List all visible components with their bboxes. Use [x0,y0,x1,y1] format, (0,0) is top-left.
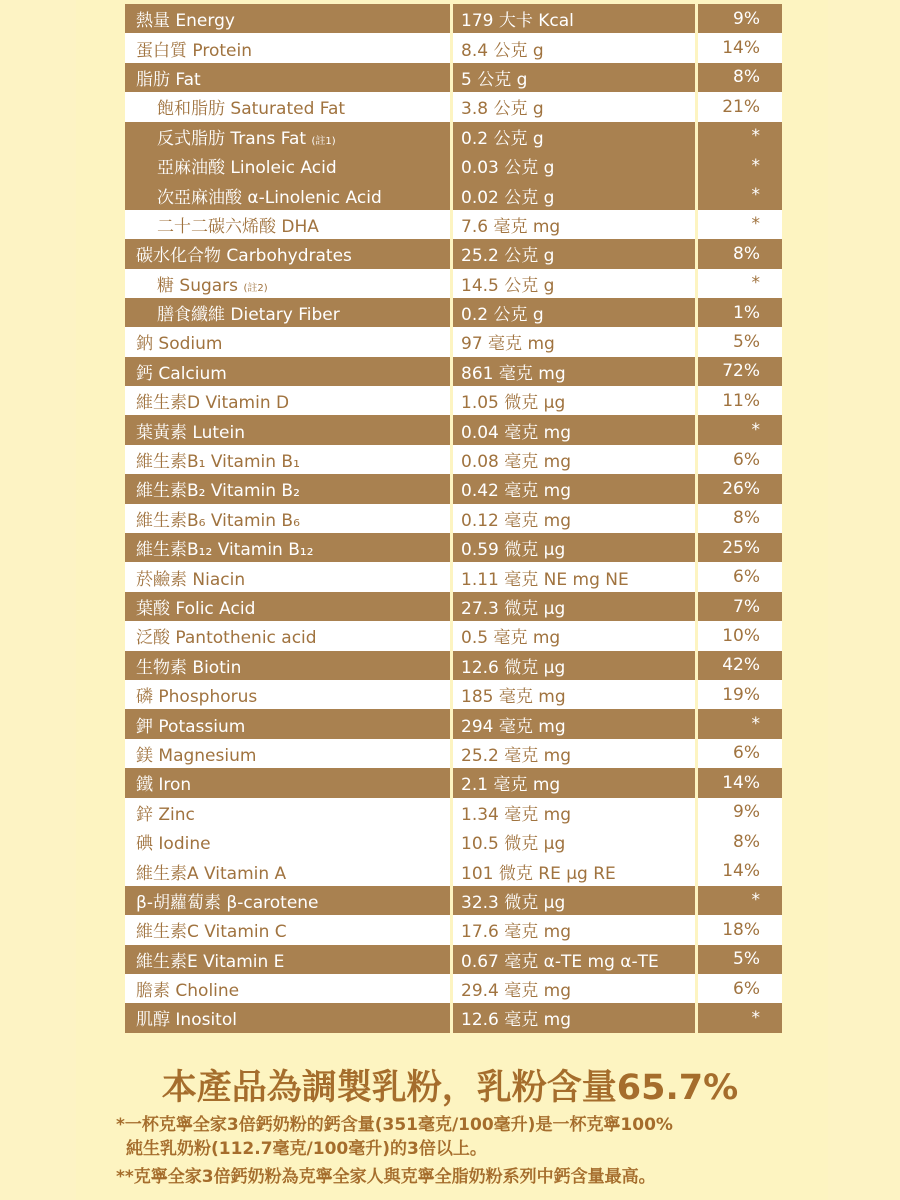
column-divider [695,886,698,915]
nutrient-name [136,476,300,501]
nutrient-row [125,269,782,298]
column-divider [450,445,453,474]
column-divider [450,915,453,944]
column-divider [450,239,453,268]
nutrient-row [125,621,782,650]
nutrient-daily-value: 18% [722,919,760,940]
nutrient-daily-value: 6% [733,449,760,470]
nutrient-name [136,359,227,384]
nutrient-row [125,239,782,268]
nutrient-daily-value: 8% [733,243,760,264]
nutrient-name-text: 生物素 Biotin [136,657,242,678]
nutrient-amount: 0.12 毫克 mg [461,510,572,531]
nutrient-name [157,300,340,325]
nutrient-amount: 25.2 公克 g [461,246,555,267]
column-divider [695,709,698,738]
nutrient-row [125,680,782,709]
nutrient-amount: 101 微克 RE μg RE [461,863,616,884]
milk-powder-content-headline: 本產品為調製乳粉，乳粉含量65.7% [161,1068,739,1108]
column-divider [450,4,453,33]
column-divider [695,739,698,768]
column-divider [450,856,453,885]
nutrient-name-text: 維生素E Vitamin E [136,951,285,972]
column-divider [695,504,698,533]
nutrient-amount: 3.8 公克 g [461,99,544,120]
nutrient-name-text: 肌醇 Inositol [136,1010,237,1031]
nutrient-amount: 1.34 毫克 mg [461,804,572,825]
nutrient-row [125,974,782,1003]
nutrient-daily-value: 14% [722,772,760,793]
column-divider [450,386,453,415]
nutrient-row [125,886,782,915]
nutrient-amount: 5 公克 g [461,69,528,90]
nutrient-daily-value: * [751,714,760,735]
column-divider [450,33,453,62]
column-divider [695,415,698,444]
column-divider [695,239,698,268]
nutrient-name-text: 反式脂肪 Trans Fat [157,128,307,149]
nutrient-name [136,653,241,678]
nutrient-amount: 29.4 毫克 mg [461,981,572,1002]
nutrient-daily-value: 14% [722,38,760,59]
column-divider [695,945,698,974]
nutrition-facts-table [125,4,782,1033]
nutrient-name-text: 葉酸 Folic Acid [136,599,256,619]
nutrient-name [136,535,314,560]
nutrient-name [136,623,317,648]
column-divider [695,1003,698,1032]
nutrient-daily-value: 25% [722,537,760,558]
column-divider [450,1003,453,1032]
nutrient-name-text: 維生素B₂ Vitamin B₂ [136,481,300,502]
nutrient-row [125,298,782,327]
footnote-calcium-comparison: *一杯克寧全家3倍鈣奶粉的鈣含量(351毫克/100毫升)是一杯克寧100% [116,1115,673,1135]
column-divider [450,180,453,209]
nutrient-amount: 0.02 公克 g [461,187,555,208]
nutrient-row [125,33,782,62]
nutrient-row [125,651,782,680]
nutrient-amount: 1.11 毫克 NE mg NE [461,569,629,590]
nutrient-row [125,709,782,738]
column-divider [450,945,453,974]
column-divider [450,886,453,915]
nutrient-name [136,947,284,972]
nutrient-amount: 185 毫克 mg [461,687,566,708]
nutrient-name [136,65,201,90]
nutrient-name-text: 亞麻油酸 Linoleic Acid [157,158,337,179]
nutrient-daily-value: 6% [733,743,760,764]
nutrient-name [157,124,336,149]
nutrient-daily-value: 8% [733,831,760,852]
nutrient-name-text: 鐵 Iron [136,775,192,796]
column-divider [450,298,453,327]
nutrient-name-text: 磷 Phosphorus [136,687,258,708]
column-divider [695,533,698,562]
column-divider [695,269,698,298]
nutrient-daily-value: 26% [722,478,760,499]
nutrient-name-text: 碘 Iodine [136,834,211,855]
nutrient-amount: 294 毫克 mg [461,716,566,737]
nutrient-name [136,770,191,795]
nutrient-name [157,183,382,208]
nutrient-daily-value: 8% [733,508,760,529]
nutrient-amount: 25.2 毫克 mg [461,745,572,766]
column-divider [695,210,698,239]
nutrient-daily-value: * [751,126,760,147]
nutrient-daily-value: * [751,214,760,235]
nutrient-name [136,917,287,942]
nutrient-amount: 2.1 毫克 mg [461,775,561,796]
nutrient-amount: 97 毫克 mg [461,334,555,355]
nutrient-name-text: 熱量 Energy [136,11,235,32]
column-divider [695,445,698,474]
nutrient-name-text: 脂肪 Fat [136,69,201,90]
nutrient-row [125,210,782,239]
nutrient-name [136,1005,237,1030]
column-divider [695,651,698,680]
column-divider [450,504,453,533]
nutrient-daily-value: 14% [722,861,760,882]
nutrient-amount: 27.3 微克 μg [461,599,566,619]
column-divider [450,357,453,386]
column-divider [450,63,453,92]
nutrient-name [136,976,239,1001]
nutrient-name-text: 碳水化合物 Carbohydrates [136,246,352,267]
column-divider [695,33,698,62]
nutrient-amount: 0.2 公克 g [461,128,544,149]
column-divider [695,298,698,327]
nutrient-daily-value: * [751,185,760,206]
column-divider [695,122,698,151]
column-divider [695,680,698,709]
column-divider [695,63,698,92]
nutrient-daily-value: * [751,155,760,176]
nutrient-row [125,1003,782,1032]
nutrient-name [136,565,245,590]
nutrient-daily-value: 42% [722,655,760,676]
nutrient-daily-value: 7% [733,596,760,617]
nutrient-name [136,388,289,413]
column-divider [695,915,698,944]
column-divider [450,739,453,768]
nutrient-amount: 32.3 微克 μg [461,892,566,913]
column-divider [695,562,698,591]
footnote-highest-calcium: **克寧全家3倍鈣奶粉為克寧全家人與克寧全脂奶粉系列中鈣含量最高。 [116,1167,656,1187]
nutrient-name [157,153,337,178]
nutrient-footnote-ref: (註1) [311,135,336,147]
column-divider [450,680,453,709]
nutrient-amount: 0.03 公克 g [461,158,555,179]
column-divider [695,4,698,33]
nutrient-name [136,6,235,31]
column-divider [695,827,698,856]
nutrient-name [157,212,319,237]
nutrient-daily-value: 19% [722,684,760,705]
nutrient-row [125,856,782,885]
nutrient-daily-value: * [751,890,760,911]
nutrient-name-text: β-胡蘿蔔素 β-carotene [136,892,319,913]
nutrient-name [136,506,300,531]
nutrient-amount: 0.42 毫克 mg [461,481,572,502]
nutrient-row [125,180,782,209]
column-divider [695,357,698,386]
nutrient-footnote-ref: (註2) [243,282,268,294]
nutrient-amount: 8.4 公克 g [461,40,544,61]
nutrient-name-text: 維生素B₁ Vitamin B₁ [136,452,300,473]
nutrient-row [125,63,782,92]
nutrient-daily-value: 11% [722,390,760,411]
nutrient-amount: 0.5 毫克 mg [461,628,561,649]
column-divider [450,621,453,650]
nutrient-name-text: 鈉 Sodium [136,334,223,355]
nutrient-amount: 0.67 毫克 α-TE mg α-TE [461,951,659,972]
nutrient-name-text: 鉀 Potassium [136,716,246,737]
column-divider [450,709,453,738]
column-divider [450,415,453,444]
nutrient-name [136,241,352,266]
column-divider [695,592,698,621]
nutrient-name-text: 次亞麻油酸 α-Linolenic Acid [157,187,382,208]
nutrient-daily-value: * [751,273,760,294]
nutrient-name-text: 維生素A Vitamin A [136,863,287,884]
nutrient-row [125,327,782,356]
nutrient-name-text: 菸鹼素 Niacin [136,569,246,590]
nutrient-name-text: 泛酸 Pantothenic acid [136,628,317,649]
column-divider [450,151,453,180]
column-divider [450,210,453,239]
column-divider [450,562,453,591]
column-divider [450,92,453,121]
column-divider [695,768,698,797]
nutrient-row [125,768,782,797]
nutrient-name [136,712,245,737]
nutrient-name [136,594,255,619]
nutrient-row [125,151,782,180]
footnote-calcium-comparison-cont: 純生乳奶粉(112.7毫克/100毫升)的3倍以上。 [126,1139,487,1159]
nutrient-row [125,445,782,474]
nutrient-daily-value: 6% [733,978,760,999]
nutrient-name [136,859,286,884]
nutrient-name-text: 鎂 Magnesium [136,745,257,766]
nutrient-name-text: 維生素B₆ Vitamin B₆ [136,510,300,531]
nutrient-name-text: 維生素B₁₂ Vitamin B₁₂ [136,540,314,561]
nutrient-row [125,798,782,827]
nutrient-amount: 0.08 毫克 mg [461,452,572,473]
column-divider [695,327,698,356]
nutrient-row [125,592,782,621]
nutrient-row [125,357,782,386]
nutrient-name [136,741,256,766]
nutrient-name [136,418,245,443]
nutrient-name-text: 葉黃素 Lutein [136,422,245,443]
nutrient-row [125,827,782,856]
nutrient-amount: 0.59 微克 μg [461,540,566,561]
column-divider [695,180,698,209]
nutrient-name [136,800,195,825]
column-divider [450,651,453,680]
nutrient-amount: 179 大卡 Kcal [461,11,574,32]
column-divider [450,269,453,298]
nutrient-name-text: 膳食纖維 Dietary Fiber [157,305,340,326]
nutrient-row [125,562,782,591]
nutrient-daily-value: 9% [733,8,760,29]
nutrient-amount: 7.6 毫克 mg [461,216,561,237]
nutrient-amount: 0.2 公克 g [461,305,544,326]
column-divider [695,151,698,180]
nutrient-amount: 12.6 毫克 mg [461,1010,572,1031]
column-divider [450,974,453,1003]
nutrient-name-text: 膽素 Choline [136,981,240,1002]
nutrient-name [136,829,211,854]
column-divider [450,474,453,503]
column-divider [695,92,698,121]
column-divider [450,327,453,356]
column-divider [450,533,453,562]
nutrient-row [125,504,782,533]
nutrient-name [157,271,268,296]
nutrient-daily-value: 72% [722,361,760,382]
nutrient-amount: 1.05 微克 μg [461,393,566,414]
column-divider [695,386,698,415]
nutrient-name-text: 飽和脂肪 Saturated Fat [157,99,346,120]
nutrient-amount: 14.5 公克 g [461,275,555,296]
nutrient-daily-value: 8% [733,67,760,88]
nutrient-row [125,415,782,444]
nutrient-daily-value: 6% [733,567,760,588]
column-divider [695,856,698,885]
column-divider [695,621,698,650]
nutrient-name-text: 二十二碳六烯酸 DHA [157,216,319,237]
nutrient-daily-value: 10% [722,625,760,646]
nutrient-daily-value: 1% [733,302,760,323]
nutrient-amount: 861 毫克 mg [461,363,566,384]
column-divider [450,122,453,151]
nutrient-name-text: 維生素C Vitamin C [136,922,287,943]
column-divider [695,798,698,827]
nutrient-name [136,447,300,472]
nutrient-row [125,386,782,415]
nutrient-daily-value: 9% [733,802,760,823]
nutrient-row [125,739,782,768]
nutrient-amount: 0.04 毫克 mg [461,422,572,443]
nutrient-name [136,36,252,61]
column-divider [450,827,453,856]
nutrient-daily-value: 21% [722,96,760,117]
nutrient-row [125,533,782,562]
column-divider [450,592,453,621]
nutrient-daily-value: * [751,1007,760,1028]
nutrient-name-text: 鋅 Zinc [136,804,195,825]
column-divider [450,798,453,827]
column-divider [695,474,698,503]
nutrient-amount: 17.6 毫克 mg [461,922,572,943]
nutrient-row [125,122,782,151]
nutrient-name [136,682,257,707]
nutrient-row [125,92,782,121]
nutrient-amount: 12.6 微克 μg [461,657,566,678]
nutrient-row [125,4,782,33]
nutrient-daily-value: 5% [733,949,760,970]
nutrient-name [136,329,222,354]
nutrient-row [125,945,782,974]
column-divider [695,974,698,1003]
column-divider [450,768,453,797]
nutrient-amount: 10.5 微克 μg [461,834,566,855]
nutrient-daily-value: 5% [733,331,760,352]
nutrient-name-text: 蛋白質 Protein [136,40,252,61]
nutrient-name-text: 鈣 Calcium [136,363,227,384]
nutrient-row [125,474,782,503]
nutrient-name [136,888,319,913]
nutrient-name-text: 維生素D Vitamin D [136,393,290,414]
nutrient-name [157,94,345,119]
nutrient-row [125,915,782,944]
nutrient-name-text: 糖 Sugars [157,275,239,296]
nutrient-daily-value: * [751,420,760,441]
